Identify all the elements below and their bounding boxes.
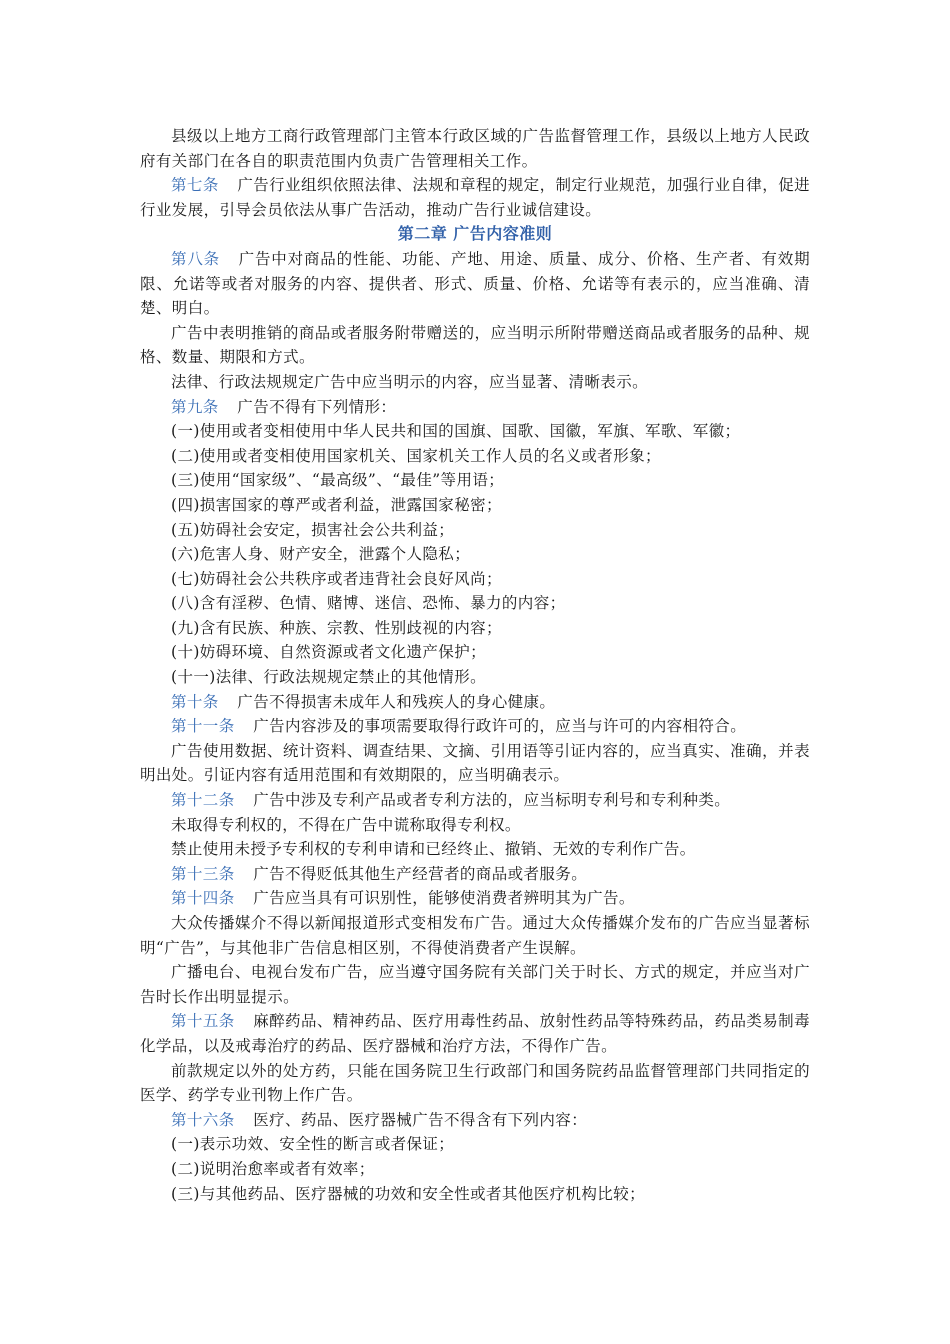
paragraph-text: 前款规定以外的处方药，只能在国务院卫生行政部门和国务院药品监督管理部门共同指定的医学、药学专业刊物上作广告。 bbox=[140, 1061, 810, 1105]
paragraph-text: 麻醉药品、精神药品、医疗用毒性药品、放射性药品等特殊药品，药品类易制毒化学品，以及戒毒治疗的药品、医疗器械和治疗方法，不得作广告。 bbox=[140, 1012, 810, 1055]
paragraph bbox=[140, 665, 810, 690]
paragraph-text: (五)妨碍社会安定，损害社会公共利益； bbox=[171, 520, 455, 539]
paragraph-text: 广告不得贬低其他生产经营者的商品或者服务。 bbox=[253, 864, 588, 883]
paragraph bbox=[140, 640, 810, 665]
article-paragraph bbox=[140, 395, 810, 420]
paragraph-text: (二)说明治愈率或者有效率； bbox=[171, 1159, 375, 1178]
paragraph-text: (六)危害人身、财产安全，泄露个人隐私； bbox=[171, 545, 471, 564]
article-number: 第十二条 bbox=[171, 791, 235, 810]
paragraph bbox=[140, 1157, 810, 1182]
paragraph bbox=[140, 911, 810, 960]
paragraph-text: (九)含有民族、种族、宗教、性别歧视的内容； bbox=[171, 618, 502, 637]
article-paragraph bbox=[140, 247, 810, 321]
chapter-heading: 第二章 广告内容准则 bbox=[397, 224, 553, 244]
paragraph-text: (十)妨碍环境、自然资源或者文化遗产保护； bbox=[171, 643, 486, 662]
paragraph bbox=[140, 616, 810, 641]
article-paragraph bbox=[140, 690, 810, 715]
paragraph bbox=[140, 321, 810, 370]
paragraph-text: 广告行业组织依照法律、法规和章程的规定，制定行业规范，加强行业自律，促进行业发展，引导会员依法从事广告活动，推动广告行业诚信建设。 bbox=[140, 176, 811, 219]
article-number: 第十五条 bbox=[171, 1012, 235, 1031]
paragraph bbox=[140, 542, 810, 567]
paragraph-text: (七)妨碍社会公共秩序或者违背社会良好风尚； bbox=[171, 569, 502, 588]
paragraph bbox=[140, 567, 810, 592]
article-number: 第十一条 bbox=[171, 717, 235, 736]
article-paragraph bbox=[140, 886, 810, 911]
paragraph-text: 县级以上地方工商行政管理部门主管本行政区域的广告监督管理工作，县级以上地方人民政府有关部门在各自的职责范围内负责广告管理相关工作。 bbox=[140, 127, 810, 170]
paragraph bbox=[140, 518, 810, 543]
paragraph-text: 法律、行政法规规定广告中应当明示的内容，应当显著、清晰表示。 bbox=[171, 372, 649, 391]
paragraph bbox=[140, 419, 810, 444]
paragraph-text: 医疗、药品、医疗器械广告不得含有下列内容： bbox=[253, 1110, 588, 1129]
paragraph-text: 广告不得有下列情形： bbox=[237, 397, 397, 416]
article-number: 第十三条 bbox=[171, 864, 235, 883]
article-number: 第八条 bbox=[171, 249, 221, 268]
paragraph bbox=[140, 493, 810, 518]
paragraph bbox=[140, 960, 810, 1009]
paragraph-text: 广播电台、电视台发布广告，应当遵守国务院有关部门关于时长、方式的规定，并应当对广告时长作出明显提示。 bbox=[140, 963, 810, 1006]
article-paragraph bbox=[140, 788, 810, 813]
paragraph-text: 广告中表明推销的商品或者服务附带赠送的，应当明示所附带赠送商品或者服务的品种、规格、数量、期限和方式。 bbox=[140, 323, 810, 367]
paragraph-text: (八)含有淫秽、色情、赌博、迷信、恐怖、暴力的内容； bbox=[171, 594, 566, 613]
paragraph bbox=[140, 124, 810, 173]
article-number: 第十六条 bbox=[171, 1110, 235, 1129]
article-paragraph bbox=[140, 862, 810, 887]
article-number: 第十条 bbox=[171, 692, 219, 711]
paragraph-text: (四)损害国家的尊严或者利益，泄露国家秘密； bbox=[171, 495, 502, 514]
paragraph bbox=[140, 813, 810, 838]
article-paragraph bbox=[140, 1009, 810, 1058]
paragraph bbox=[140, 1132, 810, 1157]
paragraph-text: 禁止使用未授予专利权的专利申请和已经终止、撤销、无效的专利作广告。 bbox=[171, 840, 696, 859]
paragraph bbox=[140, 1059, 810, 1108]
paragraph-text: 大众传播媒介不得以新闻报道形式变相发布广告。通过大众传播媒介发布的广告应当显著标明“广告”，与其他非广告信息相区别，不得使消费者产生误解。 bbox=[140, 914, 810, 957]
paragraph bbox=[140, 468, 810, 493]
paragraph bbox=[140, 739, 810, 788]
article-number: 第九条 bbox=[171, 397, 219, 416]
paragraph bbox=[140, 370, 810, 395]
paragraph-text: 广告应当具有可识别性，能够使消费者辨明其为广告。 bbox=[253, 889, 635, 908]
article-paragraph bbox=[140, 173, 810, 222]
paragraph-text: (三)与其他药品、医疗器械的功效和安全性或者其他医疗机构比较； bbox=[171, 1184, 645, 1203]
article-number: 第七条 bbox=[171, 176, 219, 195]
paragraph bbox=[140, 837, 810, 862]
paragraph-text: 广告内容涉及的事项需要取得行政许可的，应当与许可的内容相符合。 bbox=[253, 717, 747, 736]
paragraph bbox=[140, 1182, 810, 1207]
paragraph-text: 广告使用数据、统计资料、调查结果、文摘、引用语等引证内容的，应当真实、准确，并表明出处。引证内容有适用范围和有效期限的，应当明确表示。 bbox=[140, 741, 810, 785]
paragraph-text: (十一)法律、行政法规规定禁止的其他情形。 bbox=[171, 668, 486, 687]
document-body bbox=[140, 124, 810, 1206]
article-paragraph bbox=[140, 1108, 810, 1133]
paragraph-text: (二)使用或者变相使用国家机关、国家机关工作人员的名义或者形象； bbox=[171, 446, 661, 465]
paragraph-text: 广告中对商品的性能、功能、产地、用途、质量、成分、价格、生产者、有效期限、允诺等或者对服务的内容、提供者、形式、质量、价格、允诺等有表示的，应当准确、清楚、明白。 bbox=[140, 249, 810, 318]
article-paragraph bbox=[140, 714, 810, 739]
paragraph-text: (一)表示功效、安全性的断言或者保证； bbox=[171, 1135, 455, 1154]
article-number: 第十四条 bbox=[171, 889, 235, 908]
paragraph bbox=[140, 444, 810, 469]
paragraph-text: 广告不得损害未成年人和残疾人的身心健康。 bbox=[237, 692, 556, 711]
paragraph-text: (一)使用或者变相使用中华人民共和国的国旗、国歌、国徽，军旗、军歌、军徽； bbox=[171, 422, 741, 441]
paragraph-text: (三)使用“国家级”、“最高级”、“最佳”等用语； bbox=[171, 471, 505, 490]
paragraph bbox=[140, 591, 810, 616]
paragraph-text: 广告中涉及专利产品或者专利方法的，应当标明专利号和专利种类。 bbox=[253, 791, 731, 810]
paragraph-text: 未取得专利权的，不得在广告中谎称取得专利权。 bbox=[171, 815, 521, 834]
